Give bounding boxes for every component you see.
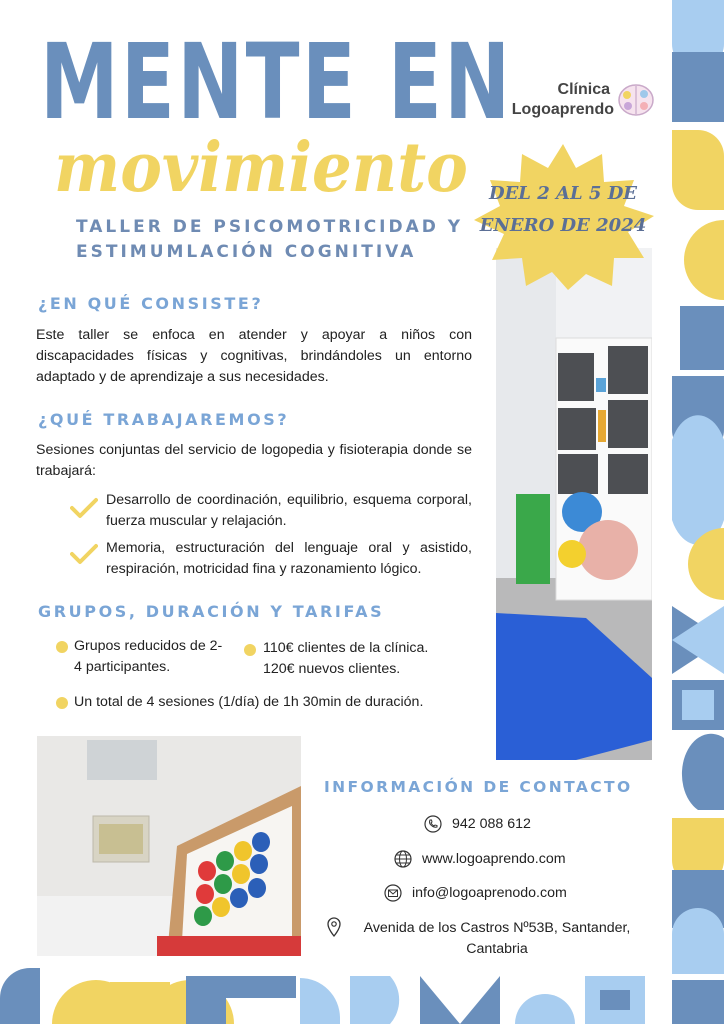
- address-line2: Cantabria: [466, 941, 528, 957]
- brain-icon: [616, 80, 656, 120]
- price-clients: 110€ clientes de la clínica.: [263, 640, 429, 656]
- logo-text: [504, 80, 614, 120]
- section-text-trabajaremos: Sesiones conjuntas del servicio de logopedia y fisioterapia donde se trabajará:: [36, 442, 472, 479]
- location-pin-icon: [326, 917, 342, 937]
- subtitle: TALLER DE PSICOMOTRICIDAD Y ESTIMUMLACIÓN COGNITIVA: [76, 217, 464, 262]
- web-text: www.logoaprendo.com: [422, 851, 566, 867]
- list-item-memoria: Memoria, estructuración del lenguaje oral y asistido, respiración, motricidad fina y razonamiento lógico.: [106, 540, 472, 577]
- email-icon: [384, 884, 402, 902]
- section-heading-grupos: GRUPOS, DURACIÓN Y TARIFAS: [38, 602, 385, 621]
- decorative-border-bottom: [0, 968, 672, 1024]
- list-item-coordinacion: Desarrollo de coordinación, equilibrio, esquema corporal, fuerza muscular y relajación.: [106, 492, 472, 529]
- check-icon: [70, 496, 98, 520]
- sessions-text: Un total de 4 sesiones (1/día) de 1h 30min de duración.: [74, 694, 424, 710]
- contact-web[interactable]: [394, 850, 566, 868]
- abacus-photo: [37, 736, 301, 956]
- section-heading-consiste: ¿EN QUÉ CONSISTE?: [38, 294, 264, 313]
- section-text-consiste: Este taller se enfoca en atender y apoyar a niños con discapacidades físicas y cognitivas, brindándoles un entorno adaptado y de aprendizaje a sus necesidades.: [36, 327, 472, 385]
- address-line1: Avenida de los Castros Nº53B, Santander,: [363, 920, 631, 936]
- bullet-dot: [56, 641, 68, 653]
- section-heading-trabajaremos: ¿QUÉ TRABAJAREMOS?: [38, 410, 290, 429]
- email-text: info@logoaprenodo.com: [412, 885, 567, 901]
- contact-email[interactable]: [384, 884, 567, 902]
- logo-line2: Logoaprendo: [511, 101, 614, 118]
- groups-text: Grupos reducidos de 2-4 participantes.: [74, 638, 223, 675]
- phone-text: 942 088 612: [452, 816, 531, 832]
- address-text: [352, 918, 642, 960]
- bullet-dot: [56, 697, 68, 709]
- bullet-dot: [244, 644, 256, 656]
- phone-icon: [424, 815, 442, 833]
- gym-room-photo: [496, 248, 652, 760]
- title-main: MENTE EN: [40, 21, 513, 143]
- contact-phone[interactable]: [424, 815, 531, 833]
- logo-line1: Clínica: [557, 81, 610, 98]
- date-text: [478, 178, 648, 242]
- decorative-border-right: [672, 0, 724, 1024]
- date-line2: ENERO DE 2024: [479, 215, 647, 236]
- price-new: 120€ nuevos clientes.: [263, 661, 401, 677]
- title-script: movimiento: [54, 128, 468, 208]
- check-icon: [70, 542, 98, 566]
- date-line1: DEL 2 AL 5 DE: [488, 183, 638, 204]
- contact-heading: INFORMACIÓN DE CONTACTO: [324, 778, 633, 796]
- globe-icon: [394, 850, 412, 868]
